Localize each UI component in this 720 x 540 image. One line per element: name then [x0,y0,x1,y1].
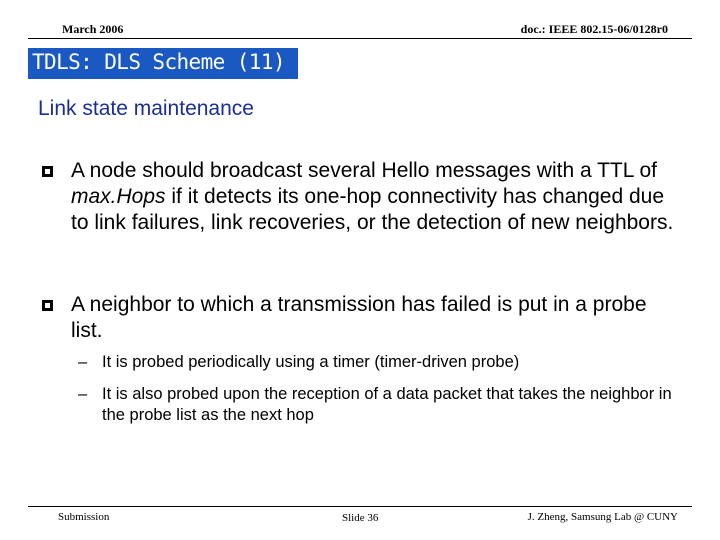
emphasized-term: max.Hops [71,185,166,208]
header-doc-id: doc.: IEEE 802.15-06/0128r0 [520,22,668,36]
sub-bullet-item [78,352,678,373]
footer-submission: Submission [58,511,110,523]
header-date: March 2006 [62,22,124,36]
dash-bullet-icon: – [78,353,88,371]
slide-subtitle: Link state maintenance [38,97,254,120]
sub-bullet-text: It is also probed upon the reception of a data packet that takes the neighbor in the probe list as the next hop [102,385,672,424]
footer-author: J. Zheng, Samsung Lab @ CUNY [527,511,678,523]
bullet-text: A node should broadcast several Hello messages with a TTL of max.Hops if it detects its one-hop connectivity has changed due to link failures, link recoveries, or the detection of new neighbors. [71,159,674,234]
sub-bullet-item [78,384,678,426]
footer-rule [28,506,692,507]
square-bullet-icon [42,300,53,311]
bullet-item [42,292,682,344]
footer-slide-number: Slide 36 [342,512,379,524]
dash-bullet-icon: – [78,385,88,403]
slide-title: TDLS: DLS Scheme (11) [32,50,285,74]
sub-bullet-text: It is probed periodically using a timer (timer-driven probe) [102,353,520,371]
square-bullet-icon [42,166,53,177]
bullet-item [42,158,682,236]
header-rule [28,38,692,39]
bullet-text: A neighbor to which a transmission has failed is put in a probe list. [71,293,647,342]
